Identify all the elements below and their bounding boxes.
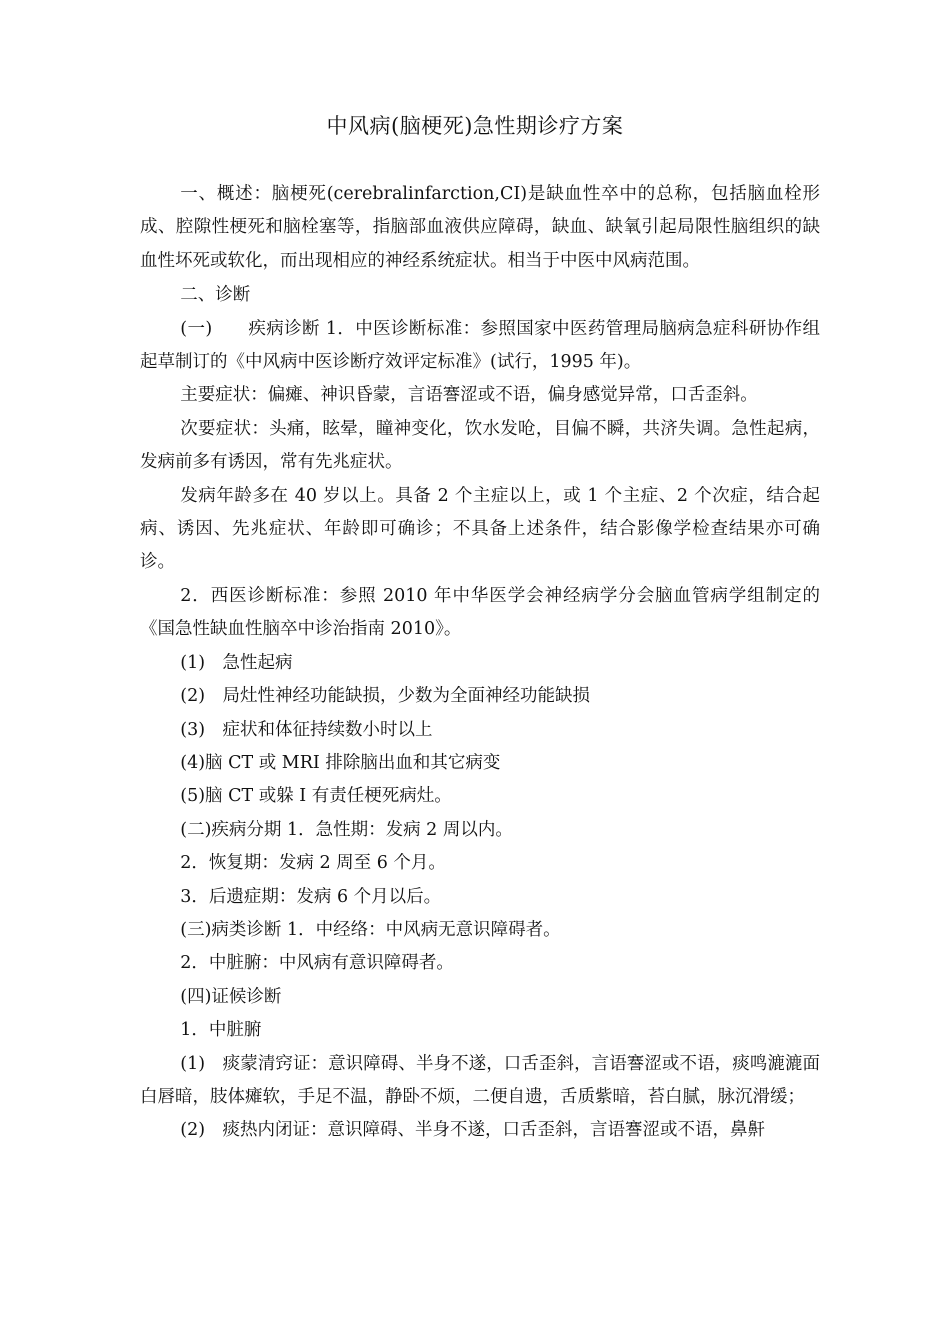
paragraph-recovery-stage: 2．恢复期：发病 2 周至 6 个月。 [180, 853, 446, 874]
paragraph-main-symptoms: 主要症状：偏瘫、神识昏蒙，言语謇涩或不语，偏身感觉异常，口舌歪斜。 [180, 385, 758, 406]
document-title: 中风病(脑梗死)急性期诊疗方案 [326, 114, 624, 138]
paragraph-staging: (二)疾病分期 1．急性期：发病 2 周以内。 [180, 819, 513, 840]
paragraph-zhongzangfu-heading: 1．中脏腑 [180, 1020, 262, 1041]
list-item-criterion-1: (1) 急性起病 [180, 652, 293, 673]
paragraph-syndrome-diagnosis: (四)证候诊断 [180, 986, 282, 1007]
paragraph-zhongzangfu: 2．中脏腑：中风病有意识障碍者。 [180, 953, 454, 974]
list-item-criterion-3: (3) 症状和体征持续数小时以上 [180, 719, 433, 740]
paragraph-sequela-stage: 3．后遗症期：发病 6 个月以后。 [180, 886, 442, 907]
document-body [140, 178, 820, 1148]
paragraph-western-criteria: 2．西医诊断标准：参照 2010 年中华医学会神经病学分会脑血管病学组制定的《国急性缺血性脑卒中诊治指南 2010》。 [140, 585, 820, 640]
paragraph-secondary-symptoms: 次要症状：头痛，眩晕，瞳神变化，饮水发呛，目偏不瞬，共济失调。急性起病，发病前多有诱因，常有先兆症状。 [140, 418, 820, 473]
paragraph-disease-diagnosis: (一) 疾病诊断 1．中医诊断标准：参照国家中医药管理局脑病急症科研协作组起草制订的《中风病中医诊断疗效评定标准》(试行，1995 年)。 [140, 318, 820, 373]
paragraph-tanmeng-syndrome: (1) 痰蒙清窍证：意识障碍、半身不遂，口舌歪斜，言语謇涩或不语，痰鸣漉漉面白唇暗，肢体瘫软，手足不温，静卧不烦，二便自遗，舌质紫暗，苔白腻，脉沉滑缓； [140, 1053, 820, 1107]
paragraph-disease-type: (三)病类诊断 1．中经络：中风病无意识障碍者。 [180, 919, 561, 940]
paragraph-tanre-syndrome: (2) 痰热内闭证：意识障碍、半身不遂，口舌歪斜，言语謇涩或不语，鼻鼾 [180, 1120, 766, 1141]
paragraph-overview: 一、概述：脑梗死(cerebralinfarction,CI)是缺血性卒中的总称，包括脑血栓形成、腔隙性梗死和脑栓塞等，指脑部血液供应障碍，缺血、缺氧引起局限性脑组织的缺血性坏死或软化，而出现相应的神经系统症状。相当于中医中风病范围。 [140, 184, 820, 271]
section-heading-diagnosis: 二、诊断 [180, 285, 251, 306]
list-item-criterion-5: (5)脑 CT 或躲 I 有责任梗死病灶。 [180, 786, 452, 807]
list-item-criterion-2: (2) 局灶性神经功能缺损，少数为全面神经功能缺损 [180, 686, 591, 707]
list-item-criterion-4: (4)脑 CT 或 MRI 排除脑出血和其它病变 [180, 752, 501, 773]
paragraph-onset-age: 发病年龄多在 40 岁以上。具备 2 个主症以上，或 1 个主症、2 个次症，结合起病、诱因、先兆症状、年龄即可确诊；不具备上述条件，结合影像学检查结果亦可确诊。 [140, 485, 820, 573]
